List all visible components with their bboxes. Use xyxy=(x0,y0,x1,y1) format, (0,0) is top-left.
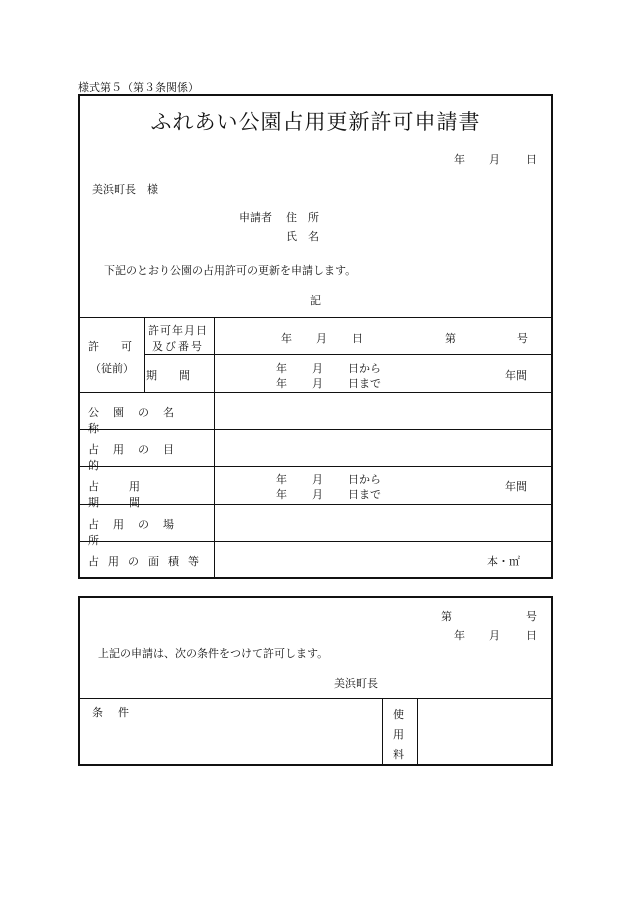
occupancy-from-year: 年 xyxy=(276,473,287,486)
applicant-label: 申請者 xyxy=(239,211,272,224)
occupancy-years-label: 年間 xyxy=(505,480,527,493)
approval-text: 上記の申請は、次の条件をつけて許可します。 xyxy=(98,647,329,660)
permit-date-label-line1: 許可年月日 xyxy=(148,324,208,337)
approval-number-go: 号 xyxy=(526,610,537,623)
permit-row-divider xyxy=(144,354,551,355)
applicant-name-label: 氏 名 xyxy=(286,230,319,243)
area-unit: 本・㎡ xyxy=(487,555,520,568)
page-title: ふれあい公園占用更新許可申請書 xyxy=(150,110,481,134)
occupancy-period-label: 占用期間 xyxy=(88,480,170,509)
occupancy-from-month: 月 xyxy=(312,473,323,486)
fee-col-right-border xyxy=(417,698,418,764)
occupancy-from-suffix: 日から xyxy=(348,473,381,486)
area-label: 占用の面積等 xyxy=(88,555,208,568)
period-to-suffix: 日まで xyxy=(348,377,381,390)
approval-date-month: 月 xyxy=(489,629,500,642)
period-to-month: 月 xyxy=(312,377,323,390)
row-border xyxy=(80,392,551,393)
date-year: 年 xyxy=(454,153,465,166)
date-day: 日 xyxy=(526,153,537,166)
period-from-month: 月 xyxy=(312,362,323,375)
fee-label-char-2: 用 xyxy=(393,728,404,741)
approval-section xyxy=(78,596,553,766)
approval-date-day: 日 xyxy=(526,629,537,642)
approval-date-year: 年 xyxy=(454,629,465,642)
application-form xyxy=(78,94,553,579)
period-from-suffix: 日から xyxy=(348,362,381,375)
intro-text: 下記のとおり公園の占用許可の更新を申請します。 xyxy=(104,264,357,277)
occupancy-to-suffix: 日まで xyxy=(348,488,381,501)
ki-label: 記 xyxy=(310,294,321,307)
period-to-year: 年 xyxy=(276,377,287,390)
conditions-label: 条 件 xyxy=(92,706,131,719)
applicant-address-label: 住 所 xyxy=(286,211,319,224)
permit-number-go: 号 xyxy=(517,332,528,345)
form-number-label: 様式第５（第３条関係） xyxy=(78,81,199,94)
permit-number-dai: 第 xyxy=(445,332,456,345)
addressee: 美浜町長 様 xyxy=(92,183,158,196)
place-label: 占用の場所 xyxy=(88,518,188,547)
park-name-label: 公園の名称 xyxy=(88,406,188,435)
period-label: 期 間 xyxy=(146,369,190,382)
fee-label-char-3: 料 xyxy=(393,748,404,761)
purpose-label: 占用の目的 xyxy=(88,443,188,472)
date-month: 月 xyxy=(489,153,500,166)
permit-date-year: 年 xyxy=(281,332,292,345)
occupancy-to-year: 年 xyxy=(276,488,287,501)
fee-col-left-border xyxy=(382,698,383,764)
period-years-label: 年間 xyxy=(505,369,527,382)
permit-date-month: 月 xyxy=(316,332,327,345)
fee-label-char-1: 使 xyxy=(393,708,404,721)
previous-label: （従前） xyxy=(90,362,134,375)
occupancy-to-month: 月 xyxy=(312,488,323,501)
label-col-divider xyxy=(214,317,215,577)
table-top-border xyxy=(80,317,551,318)
approval-number-dai: 第 xyxy=(441,610,452,623)
permit-date-day: 日 xyxy=(352,332,363,345)
period-from-year: 年 xyxy=(276,362,287,375)
conditions-top-border xyxy=(80,698,551,699)
approval-signer: 美浜町長 xyxy=(334,677,378,690)
permit-label: 許 可 xyxy=(88,340,132,353)
permit-date-label-line2: 及び番号 xyxy=(152,340,204,353)
